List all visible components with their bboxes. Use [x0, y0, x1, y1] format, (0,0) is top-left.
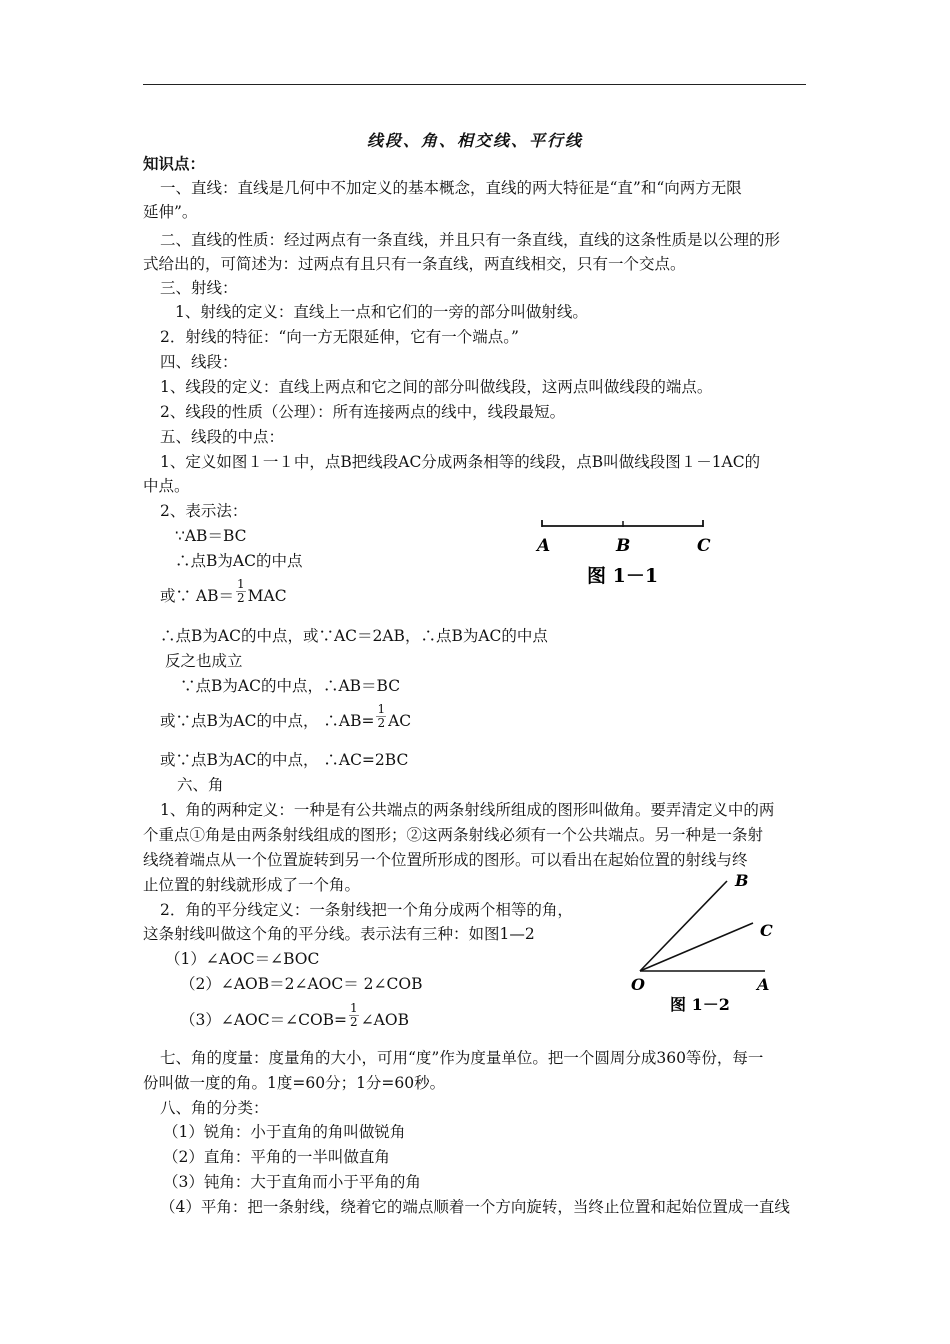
figure-caption: 图 1－1 [587, 565, 659, 587]
text-line: （2）直角：平角的一半叫做直角 [163, 1148, 390, 1166]
text-line: 四、线段： [160, 353, 238, 371]
text-line: （2）∠AOB＝2∠AOC＝ 2∠COB [180, 975, 423, 993]
text-line: ∴点B为AC的中点 [175, 552, 303, 570]
text-line: 或∵点B为AC的中点， ∴AB= $\frac{1}{2}$ AC [160, 701, 412, 730]
label-o: O [631, 975, 645, 994]
ray-ob [640, 881, 727, 971]
label-a: A [757, 975, 770, 994]
label-b: B [616, 536, 631, 556]
fraction-half: $\frac{1}{2}$ [237, 576, 245, 605]
label-c: C [697, 536, 711, 556]
text-line: 1、定义如图１一１中，点B把线段AC分成两条相等的线段，点B叫做线段图１－1AC的 [160, 453, 761, 471]
section-heading: 知识点： [143, 154, 206, 173]
text-line: ∴点B为AC的中点，或∵AC＝2AB，∴点B为AC的中点 [160, 627, 548, 645]
text-line: 1、角的两种定义：一种是有公共端点的两条射线所组成的图形叫做角。要弄清定义中的两 [160, 801, 775, 819]
header-rule [143, 84, 806, 85]
text-line: 七、角的度量：度量角的大小，可用“度”作为度量单位。把一个圆周分成360等份，每一 [160, 1049, 764, 1067]
text-line: 份叫做一度的角。1度=60分；1分=60秒。 [143, 1074, 446, 1092]
text-line: 中点。 [143, 477, 190, 495]
figure-angle-bisector [625, 868, 795, 1018]
text-line: ∵AB＝BC [175, 527, 247, 545]
text-line: 五、线段的中点： [160, 428, 285, 446]
text-line: 2．角的平分线定义：一条射线把一个角分成两个相等的角， [160, 901, 573, 919]
text-line: 这条射线叫做这个角的平分线。表示法有三种：如图1—2 [143, 925, 535, 943]
label-b: B [735, 871, 749, 890]
text-line: 一、直线：直线是几何中不加定义的基本概念，直线的两大特征是“直”和“向两方无限 [160, 179, 742, 197]
text-line: 个重点①角是由两条射线组成的图形；②这两条射线必须有一个公共端点。另一种是一条射 [143, 826, 764, 844]
text-line: （4）平角：把一条射线，绕着它的端点顺着一个方向旋转，当终止位置和起始位置成一直线 [160, 1198, 790, 1216]
text-line: 止位置的射线就形成了一个角。 [143, 876, 361, 894]
text-line: 延伸”。 [143, 203, 198, 221]
text-line: 或∵点B为AC的中点， ∴AC=2BC [160, 751, 409, 769]
text-line: 式给出的，可简述为：过两点有且只有一条直线，两直线相交，只有一个交点。 [143, 255, 686, 273]
text-line: 或∵ AB＝ $\frac{1}{2}$ MAC [160, 576, 287, 605]
text-line: 二、直线的性质：经过两点有一条直线，并且只有一条直线，直线的这条性质是以公理的形 [160, 231, 781, 249]
label-a: A [537, 536, 551, 556]
text-line: 八、角的分类： [160, 1099, 269, 1117]
text-line: 1、线段的定义：直线上两点和它之间的部分叫做线段，这两点叫做线段的端点。 [160, 378, 713, 396]
text-line: （3）钝角：大于直角而小于平角的角 [163, 1173, 421, 1191]
text-line: 2、表示法： [160, 502, 248, 520]
text-line: 六、角 [177, 776, 224, 794]
fraction-half: $\frac{1}{2}$ [377, 701, 386, 730]
text-line: 线绕着端点从一个位置旋转到另一个位置所形成的图形。可以看出在起始位置的射线与终 [143, 851, 748, 869]
ray-oc [640, 923, 753, 971]
text-line: （1）∠AOC＝∠BOC [165, 950, 320, 968]
figure-segment-ac [525, 510, 725, 595]
text-line: （3）∠AOC＝∠COB= $\frac{1}{2}$ ∠AOB [180, 1000, 409, 1029]
text-line: 三、射线： [160, 279, 238, 297]
fraction-half: $\frac{1}{2}$ [350, 1000, 358, 1029]
text-line: 2、线段的性质（公理）：所有连接两点的线中，线段最短。 [160, 403, 566, 421]
figure-caption: 图 1－2 [670, 995, 730, 1014]
text-line: ∵点B为AC的中点，∴AB＝BC [180, 677, 401, 695]
page-title: 线段、角、相交线、平行线 [366, 131, 583, 150]
text-line: （1）锐角：小于直角的角叫做锐角 [163, 1123, 406, 1141]
text-line: 2．射线的特征：“向一方无限延伸，它有一个端点。” [160, 328, 519, 346]
text-line: 反之也成立 [165, 652, 243, 670]
label-c: C [760, 921, 773, 940]
text-line: 1、射线的定义：直线上一点和它们的一旁的部分叫做射线。 [175, 303, 588, 321]
